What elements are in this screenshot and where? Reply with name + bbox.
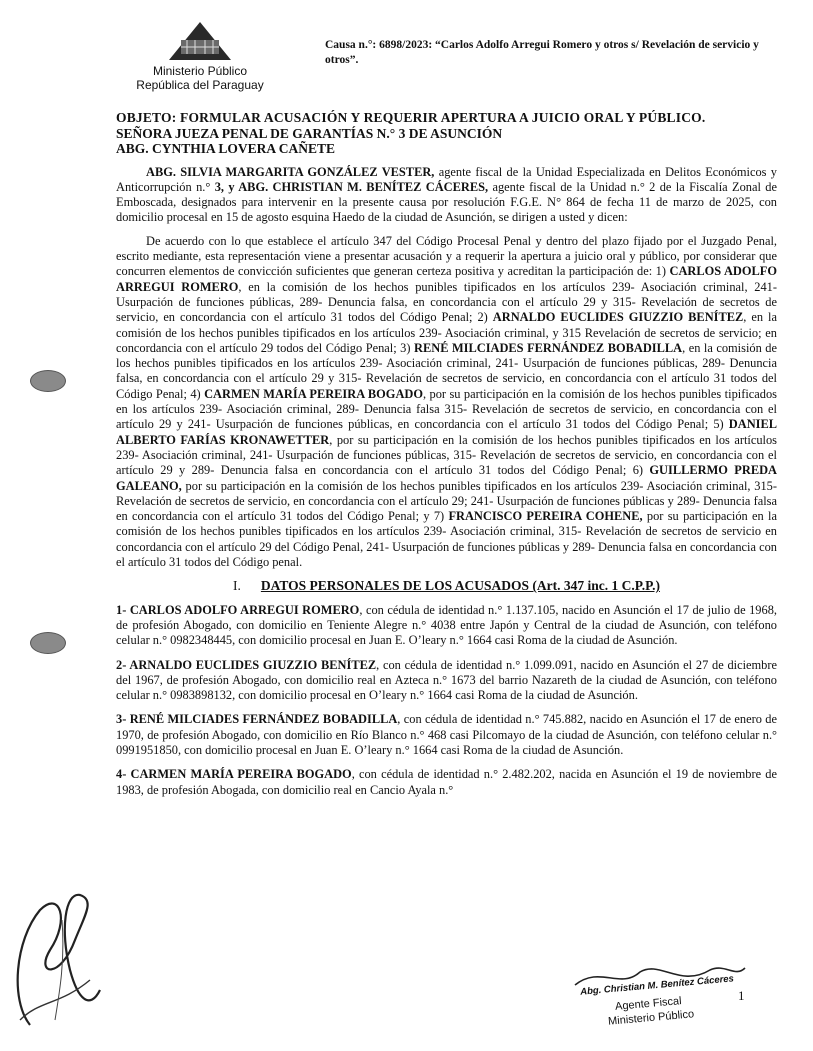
person-name: 1- CARLOS ADOLFO ARREGUI ROMERO	[116, 602, 360, 617]
accused-name-2: ARNALDO EUCLIDES GIUZZIO BENÍTEZ	[492, 310, 744, 325]
intro-text-2: , y	[220, 179, 239, 194]
accusation-text-6: por su participación en la comisión de los hechos punibles tipificados en los artículos 239- Asociación criminal, 315- Revelación de secretos de servicio, en concordancia con el artículo 29; 241- Usurpación de funciones públicas y 289- Denuncia falsa en concordancia con el artículo 31 todos del Código Penal; y 7)	[116, 478, 777, 524]
accusation-text-4: , por su participación en la comisión de los hechos punibles tipificados en los artículos 239- Asociación criminal, 289- Denuncia falsa 315- Revelación de secretos de servicio, en concordancia con el artículo 29 y 241- Usurpación de funciones públicas, en concordancia con el artículo 31 todos del Código Penal; 5)	[116, 386, 777, 432]
binder-hole	[30, 632, 66, 654]
person-entry	[116, 658, 777, 704]
intro-text-1: agente fiscal de la Unidad Especializada en Delitos Económicos y Anticorrupción n.°	[116, 164, 778, 194]
intro-text-3: agente fiscal de la Unidad n.° 2 de la Fiscalía Zonal de Emboscada, designados para intervenir en la presente causa por resolución F.G.E. N° 864 de fecha 11 de marzo de 2025, con domicilio procesal en 15 de agosto esquina Haedo de la ciudad de Asunción, se dirigen a usted y dicen:	[116, 179, 777, 225]
accused-name-6: GUILLERMO PREDA GALEANO,	[116, 463, 777, 493]
accused-name-7: FRANCISCO PEREIRA COHENE,	[448, 509, 643, 524]
accusation-text-7: por su participación en la comisión de los hechos punibles tipificados en los artículos 239- Asociación criminal, 315- Revelación de secretos de servicio en concordancia con el artículo 29 del Código Penal, 241- Usurpación de funciones públicas y 289- Denuncia falsa en concordancia con el artículo 31 todos del Código penal.	[116, 509, 777, 570]
accusation-text-0: De acuerdo con lo que establece el artículo 347 del Código Procesal Penal y dentro del plazo fijado por el Juzgado Penal, escrito mediante, esta representación viene a presentar acusación y a requerir la apertura a juicio oral y público, por considerar que concurren elementos de convicción suficientes que generan certeza positiva y acreditan la participación de: 1)	[116, 233, 777, 279]
section-number: I.	[233, 578, 241, 594]
logo-country-name: República del Paraguay	[136, 78, 264, 92]
accused-name-4: CARMEN MARÍA PEREIRA BOGADO	[204, 386, 423, 401]
accusation-text-5: , por su participación en la comisión de los hechos punibles tipificados en los artículos 239- Asociación criminal, 241- Usurpación de funciones públicas, 315- Revelación de secretos de servicio, en concordancia con el artículo 29 y 289- Denuncia falsa en concordancia con el artículo 31 todos del Código Penal; 6)	[116, 432, 777, 478]
stamp-line-1: Abg. Christian M. Benítez Cáceres	[579, 973, 735, 998]
person-details: , con cédula de identidad n.° 2.482.202, nacida en Asunción el 19 de noviembre de 1983, de profesión Abogada, con domicilio real en Cancio Ayala n.°	[116, 767, 777, 797]
section-heading	[116, 578, 777, 593]
ministry-logo	[120, 20, 280, 100]
addressee-judge-name: ABG. CYNTHIA LOVERA CAÑETE	[116, 141, 336, 157]
section-title: DATOS PERSONALES DE LOS ACUSADOS (Art. 347 inc. 1 C.P.P.)	[260, 578, 660, 594]
fiscal-stamp	[570, 960, 750, 1050]
document-subject: OBJETO: FORMULAR ACUSACIÓN Y REQUERIR APERTURA A JUICIO ORAL Y PÚBLICO.	[116, 110, 706, 125]
stamp-line-3: Ministerio Público	[607, 1008, 695, 1028]
ministry-emblem-icon	[165, 20, 235, 62]
stamp-line-2: Agente Fiscal	[614, 995, 683, 1013]
fiscal-name-1: ABG. SILVIA MARGARITA GONZÁLEZ VESTER,	[146, 164, 435, 179]
handwritten-signature-left	[0, 880, 120, 1030]
person-details: , con cédula de identidad n.° 1.137.105, nacido en Asunción el 17 de julio de 1968, de profesión Abogado, con domicilio en Teniente Alegre n.° 4038 entre Japón y Central de la ciudad de Asunción, con teléfono celular n.° 0982348445, con domicilio procesal en Juan E. O’leary n.° 1664 casi Roma de la ciudad de Asunción.	[116, 602, 777, 648]
person-entry	[116, 603, 777, 649]
fiscal-name-2: ABG. CHRISTIAN M. BENÍTEZ CÁCERES,	[238, 179, 489, 194]
person-name: 3- RENÉ MILCIADES FERNÁNDEZ BOBADILLA	[116, 712, 398, 727]
addressee-court: SEÑORA JUEZA PENAL DE GARANTÍAS N.° 3 DE ASUNCIÓN	[116, 126, 503, 141]
accused-name-1: CARLOS ADOLFO ARREGUI ROMERO	[116, 264, 777, 294]
person-entry	[116, 767, 777, 798]
accusation-paragraph	[116, 234, 777, 571]
intro-paragraph	[116, 165, 777, 226]
person-entry	[116, 712, 777, 758]
person-name: 4- CARMEN MARÍA PEREIRA BOGADO	[116, 767, 352, 782]
page-number: 1	[738, 988, 745, 1003]
binder-hole	[30, 370, 66, 392]
document-body	[116, 110, 777, 798]
unit-number: 3	[214, 179, 221, 194]
case-reference: Causa n.°: 6898/2023: “Carlos Adolfo Arregui Romero y otros s/ Revelación de servicio y otros”.	[325, 39, 759, 66]
accusation-text-2: , en la comisión de los hechos punibles tipificados en los artículos 239- Asociación criminal, y 315 Revelación de secretos de servicio; en concordancia con el artículo 29 todos del Código Penal; 3)	[116, 310, 777, 355]
accused-name-5: DANIEL ALBERTO FARÍAS KRONAWETTER	[116, 417, 777, 447]
person-details: , con cédula de identidad n.° 1.099.091, nacido en Asunción el 27 de diciembre del 1967, de profesión Abogado, con domicilio real en Azteca n.° 1673 del barrio Nazareth de la ciudad de Asunción, con teléfono celular n.° 0983898132, con domicilio procesal en O’leary n.° 1664 casi Roma de la ciudad de Asunción.	[116, 657, 777, 703]
logo-ministry-name: Ministerio Público	[152, 64, 248, 78]
accusation-text-1: , en la comisión de los hechos punibles tipificados en los artículos 239- Asociación criminal, 241- Usurpación de funciones públicas, 289- Denuncia falsa, en concordancia con el artículo 29 y 315- Revelación de secretos de servicio, en concordancia con el artículo 31 todos del Código Penal; 2)	[116, 279, 778, 325]
person-details: , con cédula de identidad n.° 745.882, nacido en Asunción el 17 de enero de 1970, de profesión Abogado, con domicilio en Río Blanco n.° 468 casi Pilcomayo de la ciudad de Asunción, con teléfono celular n.° 0991951850, con domicilio procesal en Juan E. O’leary n.° 1664 casi Roma de la ciudad de Asunción.	[116, 712, 777, 757]
person-name: 2- ARNALDO EUCLIDES GIUZZIO BENÍTEZ	[116, 657, 377, 672]
accused-name-3: RENÉ MILCIADES FERNÁNDEZ BOBADILLA	[414, 340, 683, 355]
accusation-text-3: , en la comisión de los hechos punibles tipificados en los artículos 239- Asociación criminal, 241- Usurpación de funciones públicas, 289- Denuncia falsa, en concordancia con el artículo 29 y 315- Revelación de secretos de servicio, en concordancia con el artículo 31 todos del Código Penal; 4)	[116, 340, 777, 401]
